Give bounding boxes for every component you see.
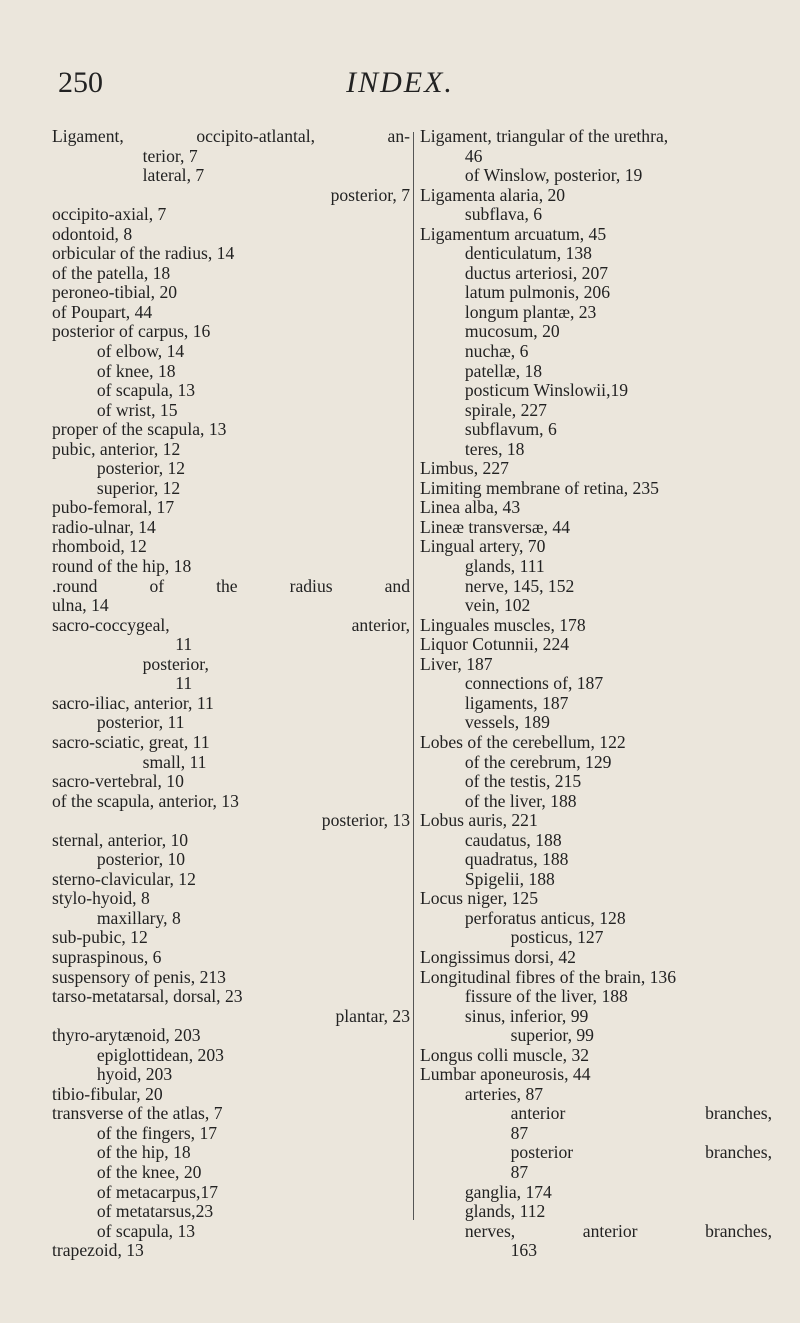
- index-entry: thyro-arytænoid, 203: [52, 1025, 201, 1046]
- index-entry: Spigelii, 188: [464, 868, 555, 889]
- index-entry: of the testis, 215: [464, 771, 582, 792]
- index-entry: pubo-femoral, 17: [52, 497, 175, 518]
- index-entry: ligaments, 187: [464, 692, 569, 713]
- index-entry: sacro-vertebral, 10: [52, 771, 184, 792]
- index-entry: Lobes of the cerebellum, 122: [420, 731, 626, 752]
- index-entry: radio-ulnar, 14: [52, 516, 156, 537]
- index-entry: of Winslow, posterior, 19: [464, 165, 643, 186]
- index-entry: of the liver, 188: [464, 790, 577, 811]
- index-entry: of Poupart, 44: [52, 301, 153, 322]
- index-entry: Limiting membrane of retina, 235: [420, 477, 659, 498]
- index-entry: Ligamentum arcuatum, 45: [420, 223, 607, 244]
- index-entry: 87: [510, 1161, 529, 1182]
- index-entry: superior, 12: [96, 477, 181, 498]
- index-entry: peroneo-tibial, 20: [52, 282, 178, 303]
- index-entry: .round of the radius and: [52, 575, 410, 596]
- index-entry: proper of the scapula, 13: [52, 419, 227, 440]
- index-entry: of the scapula, anterior, 13: [52, 790, 239, 811]
- page-header: [0, 66, 800, 106]
- index-entry: posterior, 11: [96, 712, 185, 733]
- index-entry: Lingual artery, 70: [420, 536, 546, 557]
- index-entry: Liquor Cotunnii, 224: [420, 634, 570, 655]
- index-entry: posticum Winslowii,19: [464, 380, 629, 401]
- index-entry: posterior,: [142, 653, 209, 674]
- index-entry: sacro-sciatic, great, 11: [52, 731, 210, 752]
- index-entry: sterno-clavicular, 12: [52, 868, 196, 889]
- index-entry: round of the hip, 18: [52, 556, 192, 577]
- index-entry: sternal, anterior, 10: [52, 829, 189, 850]
- index-entry: sacro-iliac, anterior, 11: [52, 692, 214, 713]
- index-entry: 163: [510, 1240, 538, 1261]
- index-entry: mucosum, 20: [464, 321, 560, 342]
- index-entry: Ligament, triangular of the urethra,: [420, 126, 669, 146]
- index-entry: of the fingers, 17: [96, 1122, 218, 1143]
- index-entry: superior, 99: [510, 1025, 594, 1046]
- index-entry: Ligamenta alaria, 20: [420, 184, 566, 205]
- index-entry: tibio-fibular, 20: [52, 1083, 163, 1104]
- index-entry: fissure of the liver, 188: [464, 986, 628, 1007]
- index-entry: stylo-hyoid, 8: [52, 888, 150, 909]
- index-entry: posterior, 13: [321, 810, 410, 831]
- index-entry: of metacarpus,17: [96, 1181, 219, 1202]
- index-entry: supraspinous, 6: [52, 946, 162, 967]
- index-entry: posterior, 10: [96, 849, 186, 870]
- index-entry: connections of, 187: [464, 673, 604, 694]
- index-entry: of the hip, 18: [96, 1142, 191, 1163]
- index-entry: odontoid, 8: [52, 223, 133, 244]
- index-entry: vein, 102: [464, 595, 531, 616]
- index-entry: orbicular of the radius, 14: [52, 243, 235, 264]
- index-entry: of the knee, 20: [96, 1161, 202, 1182]
- index-entry: pubic, anterior, 12: [52, 438, 181, 459]
- index-entry: plantar, 23: [335, 1005, 410, 1026]
- index-entry: perforatus anticus, 128: [464, 907, 626, 928]
- index-entry: sub-pubic, 12: [52, 927, 148, 948]
- index-entry: glands, 112: [464, 1201, 546, 1222]
- index-entry: Longitudinal fibres of the brain, 136: [420, 966, 677, 987]
- index-entry: posticus, 127: [510, 927, 604, 948]
- index-entry: ulna, 14: [52, 595, 109, 616]
- index-entry: quadratus, 188: [464, 849, 569, 870]
- index-entry: small, 11: [142, 751, 207, 772]
- index-entry: of scapula, 13: [96, 380, 196, 401]
- index-entry: Locus niger, 125: [420, 888, 539, 909]
- column-divider: [413, 132, 414, 1220]
- index-entry: Limbus, 227: [420, 458, 509, 479]
- index-entry: of elbow, 14: [96, 341, 185, 362]
- index-entry: vessels, 189: [464, 712, 550, 733]
- index-entry: Ligament, occipito-atlantal, an-: [52, 126, 410, 146]
- index-entry: occipito-axial, 7: [52, 204, 167, 225]
- index-entry: of the cerebrum, 129: [464, 751, 612, 772]
- index-entry: nuchæ, 6: [464, 341, 529, 362]
- index-entry: longum plantæ, 23: [464, 301, 597, 322]
- index-entry: rhomboid, 12: [52, 536, 147, 557]
- index-entry: sacro-coccygeal, anterior,: [52, 614, 410, 635]
- index-entry: tarso-metatarsal, dorsal, 23: [52, 986, 243, 1007]
- index-entry: of metatarsus,23: [96, 1201, 214, 1222]
- index-entry: posterior branches,: [510, 1142, 772, 1163]
- index-entry: teres, 18: [464, 438, 525, 459]
- index-entry: posterior, 12: [96, 458, 186, 479]
- index-entry: 87: [510, 1122, 529, 1143]
- index-entry: glands, 111: [464, 556, 545, 577]
- index-column-left: [52, 127, 410, 1261]
- index-entry: trapezoid, 13: [52, 1240, 144, 1261]
- index-entry: caudatus, 188: [464, 829, 562, 850]
- index-column-right: [420, 127, 772, 1261]
- page-title: INDEX.: [346, 66, 454, 99]
- index-entry: Longus colli muscle, 32: [420, 1044, 590, 1065]
- index-entry: anterior branches,: [510, 1103, 772, 1124]
- index-entry: Liver, 187: [420, 653, 493, 674]
- index-entry: posterior, 7: [330, 184, 410, 205]
- index-entry: latum pulmonis, 206: [464, 282, 611, 303]
- index-entry: Linea alba, 43: [420, 497, 521, 518]
- index-entry: ductus arteriosi, 207: [464, 262, 609, 283]
- index-entry: nerve, 145, 152: [464, 575, 575, 596]
- index-entry: of the patella, 18: [52, 262, 171, 283]
- index-entry: transverse of the atlas, 7: [52, 1103, 223, 1124]
- index-entry: subflava, 6: [464, 204, 543, 225]
- index-entry: 11: [175, 673, 193, 694]
- index-entry: suspensory of penis, 213: [52, 966, 226, 987]
- index-entry: nerves, anterior branches,: [464, 1220, 772, 1241]
- index-entry: ganglia, 174: [464, 1181, 552, 1202]
- index-entry: Longissimus dorsi, 42: [420, 946, 576, 967]
- index-entry: hyoid, 203: [96, 1064, 173, 1085]
- index-entry: terior, 7: [142, 145, 198, 166]
- index-entry: Lobus auris, 221: [420, 810, 538, 831]
- index-entry: Lineæ transversæ, 44: [420, 516, 571, 537]
- index-entry: 46: [464, 145, 483, 166]
- index-entry: denticulatum, 138: [464, 243, 592, 264]
- index-entry: Linguales muscles, 178: [420, 614, 586, 635]
- index-entry: lateral, 7: [142, 165, 205, 186]
- page-number: 250: [58, 66, 103, 99]
- index-entry: epiglottidean, 203: [96, 1044, 224, 1065]
- index-entry: Lumbar aponeurosis, 44: [420, 1064, 591, 1085]
- index-entry: maxillary, 8: [96, 907, 181, 928]
- index-entry: of knee, 18: [96, 360, 176, 381]
- index-entry: posterior of carpus, 16: [52, 321, 211, 342]
- index-entry: of wrist, 15: [96, 399, 178, 420]
- index-entry: sinus, inferior, 99: [464, 1005, 589, 1026]
- index-entry: patellæ, 18: [464, 360, 543, 381]
- index-entry: of scapula, 13: [96, 1220, 196, 1241]
- index-entry: 11: [175, 634, 193, 655]
- index-entry: arteries, 87: [464, 1083, 544, 1104]
- index-entry: subflavum, 6: [464, 419, 557, 440]
- index-entry: spirale, 227: [464, 399, 547, 420]
